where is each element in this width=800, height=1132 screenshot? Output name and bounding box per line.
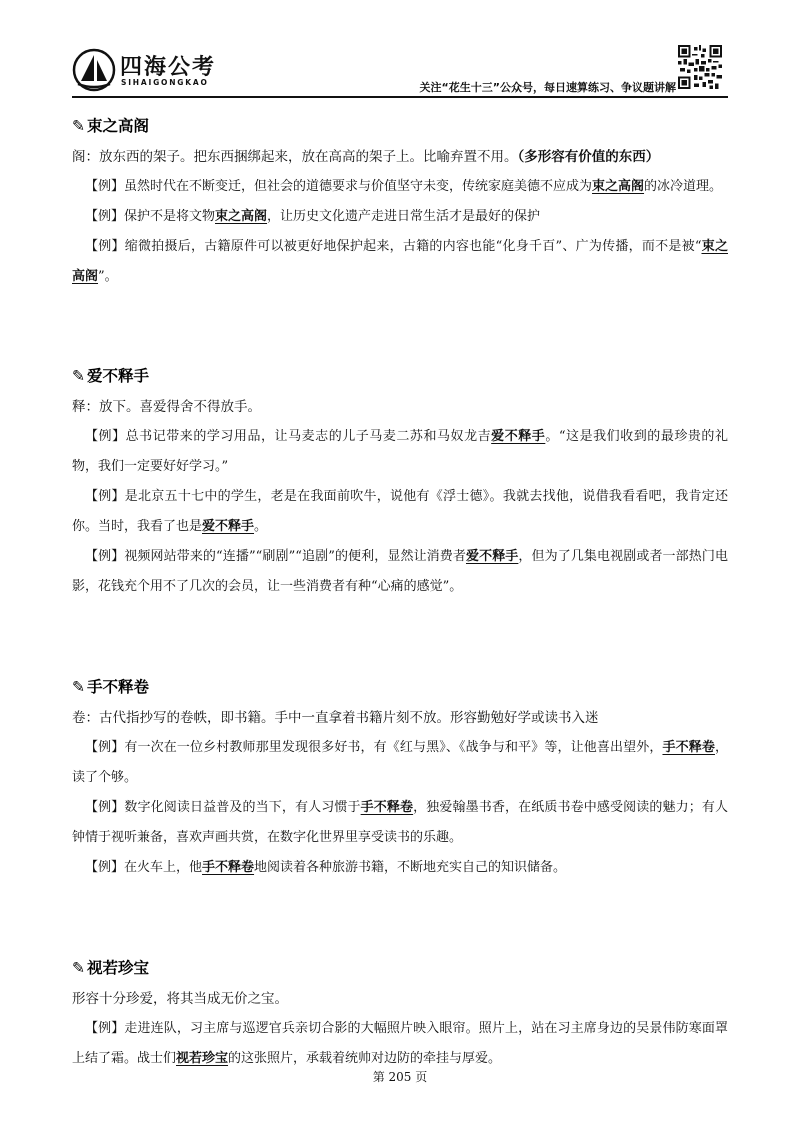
example-text: ，读了个够。 [72, 740, 728, 785]
example-highlight: 束之高阁 [215, 209, 268, 224]
definition-note: （多形容有价值的东西） [517, 149, 660, 165]
example-text: 走进连队，习主席与巡逻官兵亲切合影的大幅照片映入眼帘。照片上，站在习主席身边的吴景伟防寒面罩上结了霜。战士们 [72, 1021, 728, 1066]
idiom-section [72, 671, 728, 883]
logo [72, 48, 232, 100]
page-number: 第 205 页 [372, 1070, 428, 1084]
pencil-icon: ✎ [72, 959, 85, 977]
idiom-title [72, 952, 728, 984]
example-text: ，让历史文化遗产走进日常生活才是最好的保护 [267, 209, 541, 224]
example-highlight: 手不释卷 [202, 860, 255, 875]
idiom-section [72, 110, 728, 292]
example-sentence [72, 542, 728, 602]
idiom-section [72, 952, 728, 1074]
example-sentence [72, 422, 728, 482]
logo-english-name: SIHAIGONGKAO [121, 78, 209, 87]
header-slogan: 关注“花生十三”公众号，每日速算练习、争议题讲解 [419, 81, 676, 94]
example-text: 。“这是我们收到的最珍贵的礼物，我们一定要好好学习。” [72, 429, 728, 474]
example-highlight: 爱不释手 [202, 519, 255, 534]
example-sentence [72, 232, 728, 292]
idiom-title [72, 360, 728, 392]
idiom-section [72, 360, 728, 602]
example-text: 保护不是将文物 [124, 209, 216, 224]
example-label: 【例】 [85, 800, 125, 815]
example-sentence [72, 793, 728, 853]
example-highlight: 手不释卷 [360, 800, 414, 815]
idiom-title-text: 手不释卷 [87, 678, 150, 696]
pencil-icon: ✎ [72, 367, 85, 385]
page-content [72, 110, 728, 1074]
pencil-icon: ✎ [72, 117, 85, 135]
idiom-definition [72, 142, 728, 172]
example-text: 总书记带来的学习用品，让马麦志的儿子马麦二苏和马奴龙吉 [125, 429, 492, 444]
example-text: 缩微拍摄后，古籍原件可以被更好地保护起来，古籍的内容也能“化身千百”、广为传播，而不是被“ [124, 239, 702, 254]
idiom-definition [72, 392, 728, 422]
example-text: ，但为了几集电视剧或者一部热门电影，花钱充个用不了几次的会员，让一些消费者有种“心痛的感觉”。 [72, 549, 728, 594]
idiom-definition [72, 984, 728, 1014]
header-divider [72, 96, 728, 98]
idiom-title-text: 爱不释手 [87, 367, 150, 385]
example-text: 虽然时代在不断变迁，但社会的道德要求与价值坚守未变，传统家庭美德不应成为 [124, 179, 593, 194]
example-sentence [72, 482, 728, 542]
definition-text: 卷：古代指抄写的卷帙，即书籍。手中一直拿着书籍片刻不放。形容勤勉好学或读书入迷 [72, 710, 599, 726]
example-label: 【例】 [85, 1021, 125, 1036]
example-sentence [72, 733, 728, 793]
definition-text: 释：放下。喜爱得舍不得放手。 [72, 399, 261, 415]
example-label: 【例】 [85, 740, 125, 755]
example-highlight: 视若珍宝 [176, 1051, 229, 1066]
page-header [0, 0, 800, 104]
example-label: 【例】 [85, 209, 125, 224]
definition-text: 阁：放东西的架子。把东西捆绑起来，放在高高的架子上。比喻弃置不用。 [72, 149, 518, 165]
example-text: ，独爱翰墨书香，在纸质书卷中感受阅读的魅力；有人钟情于视听兼备，喜欢声画共赏，在数字化世界里享受读书的乐趣。 [72, 800, 728, 845]
example-label: 【例】 [85, 489, 125, 504]
example-text: 在火车上，他 [124, 860, 203, 875]
example-text: 的这张照片，承载着统帅对边防的牵挂与厚爱。 [228, 1051, 502, 1066]
idiom-title [72, 671, 728, 703]
example-text: 有一次在一位乡村教师那里发现很多好书，有《红与黑》、《战争与和平》等，让他喜出望外， [124, 740, 663, 755]
sailboat-logo-icon [72, 48, 116, 92]
example-sentence [72, 1014, 728, 1074]
example-text: 地阅读着各种旅游书籍，不断地充实自己的知识储备。 [254, 860, 567, 875]
idiom-definition [72, 703, 728, 733]
example-text: 。 [254, 519, 268, 534]
example-label: 【例】 [85, 860, 125, 875]
idiom-title-text: 视若珍宝 [87, 959, 150, 977]
example-text: ”。 [98, 269, 118, 284]
example-label: 【例】 [85, 429, 126, 444]
logo-chinese-name: 四海公考 [120, 55, 217, 80]
example-text: 数字化阅读日益普及的当下，有人习惯于 [124, 800, 361, 815]
example-text: 的冰冷道理。 [644, 179, 723, 194]
example-label: 【例】 [85, 179, 125, 194]
example-label: 【例】 [85, 239, 125, 254]
example-text: 视频网站带来的“连播”“刷剧”“追剧”的便利，显然让消费者 [124, 549, 466, 564]
example-label: 【例】 [85, 549, 125, 564]
example-highlight: 束之高阁 [72, 239, 728, 284]
idiom-title [72, 110, 728, 142]
example-sentence [72, 172, 728, 202]
example-sentence [72, 853, 728, 883]
example-highlight: 爱不释手 [491, 429, 546, 444]
example-text: 是北京五十七中的学生，老是在我面前吹牛，说他有《浮士德》。我就去找他，说借我看看吧，我肯定还你。当时，我看了也是 [72, 489, 728, 534]
example-sentence [72, 202, 728, 232]
qr-code-icon [678, 45, 722, 89]
pencil-icon: ✎ [72, 678, 85, 696]
definition-text: 形容十分珍爱，将其当成无价之宝。 [72, 991, 288, 1007]
example-highlight: 爱不释手 [465, 549, 519, 564]
idiom-title-text: 束之高阁 [87, 117, 150, 135]
example-highlight: 束之高阁 [592, 179, 645, 194]
example-highlight: 手不释卷 [662, 740, 715, 755]
